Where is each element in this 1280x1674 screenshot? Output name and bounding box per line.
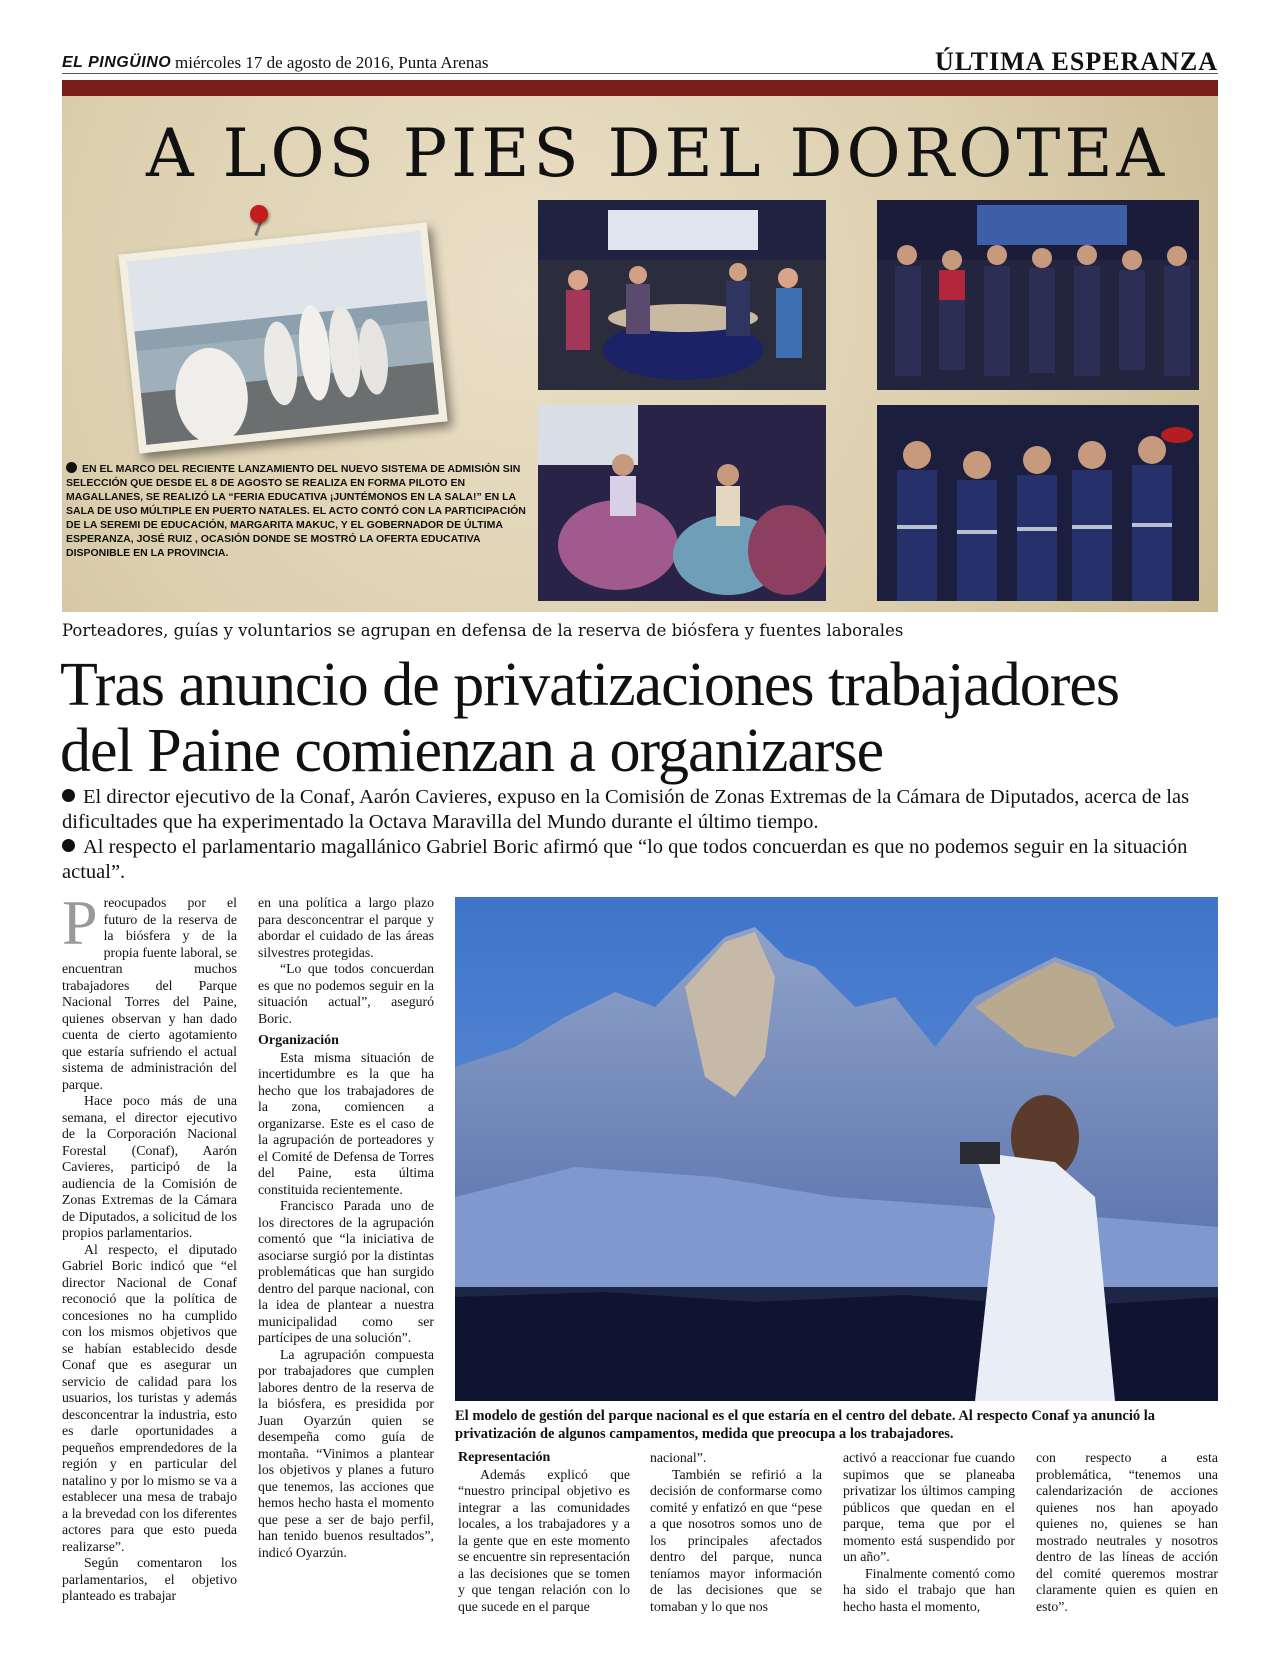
article-headline: Tras anuncio de privatizaciones trabajadores [60,651,1119,719]
paragraph: También se refirió a la decisión de conformarse como comité y enfatizó en que “pese a que nosotros somos uno de los principales afectados dentro del parque, nunca teníamos mayor información de las decisiones que se tomaban y lo que nos [650,1466,822,1614]
paragraph: activó a reaccionar fue cuando supimos que se planeaba privatizar los últimos camping públicos que quedan en el parque, tema que por el momento está suspendido por un año”. [843,1450,1015,1564]
paragraph: Hace poco más de una semana, el director ejecutivo de la Corporación Nacional Forestal (Conaf), Aarón Cavieres, participó de la audiencia de la Comisión de Zonas Extremas de la Cámara de Diputados, a solicitud de los propios parlamentarios. [62,1093,237,1240]
subheading: Representación [458,1450,551,1465]
issue-date: miércoles 17 de agosto de 2016, Punta Arenas [175,53,489,72]
summary-bullet [62,785,1222,835]
body-column-3 [458,1450,630,1615]
newspaper-logo: EL PINGÜINO [62,54,172,71]
photo-hand-monument [118,222,447,453]
banner-caption [66,462,526,557]
subheading: Organización [258,1033,339,1048]
paragraph: La agrupación compuesta por trabajadores que cumplen labores dentro de la reserva de la biósfera, es presidida por Juan Oyarzún quien se desempeña como guía de montaña. “Vinimos a plantear los objetivos y planes a futuro que tenemos, las acciones que hemos hecho hasta el momento que pese a ser de bajo perfil, han tenido buenos resultados”, indicó Oyarzún. [258,1346,434,1560]
section-title: ÚLTIMA ESPERANZA [934,47,1218,76]
article-headline-line2: del Paine comienzan a organizarse [60,717,884,785]
paragraph: Al respecto, el diputado Gabriel Boric indicó que “el director Nacional de Conaf reconoció que la política de concesiones no ha cumplido con los mismos objetivos que se habían establecido desde Conaf que es asegurar un servicio de calidad para los usuarios, los turistas y además desconcentrar la industria, esto es darle oportunidades a pequeños emprendedores de la región y en particular del natalino y por lo mismo se va a establecer una mesa de trabajo a la brevedad con los diferentes actores para que esto pueda realizarse”. [62,1241,237,1554]
photo-fair-dance [538,405,826,601]
paragraph: con respecto a esta problemática, “tenemos una calendarización de acciones quienes nos han apoyado quienes no, quienes se han mostrado neutrales y nosotros dentro de las líneas de acción del comité queremos mostrar claramente quien es quien en esto”. [1036,1450,1218,1614]
body-column-4 [650,1450,822,1615]
paragraph: Esta misma situación de incertidumbre es la que ha hecho que los trabajadores de la zona, comiencen a organizarse. Este es el caso de la agrupación de porteadores y el Comité de Defensa de Torres del Paine, esta última constituida recientemente. [258,1049,434,1197]
header-rule [62,73,1218,74]
banner-caption-text: EN EL MARCO DEL RECIENTE LANZAMIENTO DEL NUEVO SISTEMA DE ADMISIÓN SIN SELECCIÓN QUE DESDE EL 8 DE AGOSTO SE REALIZA EN FORMA PILOTO EN MAGALLANES, SE REALIZÓ LA “FERIA EDUCATIVA ¡JUNTÉMONOS EN LA SALA!” EN LA SALA DE USO MÚLTIPLE EN PUERTO NATALES. EL ACTO CONTÓ CON LA PARTICIPACIÓN DE LA SEREMI DE EDUCACIÓN, MARGARITA MAKUC, Y EL GOBERNADOR DE ÚLTIMA ESPERANZA, JOSÉ RUIZ , OCASIÓN DONDE SE MOSTRÓ LA OFERTA EDUCATIVA DISPONIBLE EN LA PROVINCIA. [66,463,526,559]
paragraph: nacional”. [650,1450,707,1465]
paragraph: Según comentaron los parlamentarios, el objetivo planteado es trabajar [62,1555,237,1603]
photo-fair-group [877,200,1199,390]
bullet-icon [62,839,75,852]
paragraph: Finalmente comentó como ha sido el trabajo que han hecho hasta el momento, [843,1565,1015,1614]
bullet-icon [62,789,75,802]
body-column-2 [258,895,434,1561]
article-kicker: Porteadores, guías y voluntarios se agrupan en defensa de la reserva de biósfera y fuentes laborales [62,621,904,640]
pushpin-icon [250,205,268,223]
paragraph: reocupados por el futuro de la reserva de la biósfera y de la propia fuente laboral, se encuentran muchos trabajadores del Parque Nacional Torres del Paine, quienes observan y han dado cuenta de cierto agotamiento que estaría sufriendo el actual sistema de administración del parque. [62,895,237,1092]
summary-bullet-text: Al respecto el parlamentario magallánico Gabriel Boric afirmó que “lo que todos concuerdan es que no podemos seguir en la situación actual”. [62,836,1188,883]
summary-bullet [62,835,1222,885]
photo-fair-stand [538,200,826,390]
photo-fair-students [877,405,1199,601]
photo-torres-del-paine [455,897,1218,1401]
drop-cap: P [62,887,98,958]
body-column-5 [843,1450,1015,1615]
photo-caption: El modelo de gestión del parque nacional es el que estaría en el centro del debate. Al respecto Conaf ya anunció la privatización de algunos campamentos, medida que preocupa a los trabajadores. [455,1408,1156,1442]
paragraph: Francisco Parada uno de los directores de la agrupación comentó que “la iniciativa de asociarse surgió por la distintas problemáticas que han surgido dentro del parque nacional, con la idea de plantear a nuestra municipalidad como ser partícipes de una solución”. [258,1198,434,1345]
banner-title: A LOS PIES DEL DOROTEA [146,115,1169,192]
summary-bullet-text: El director ejecutivo de la Conaf, Aarón Cavieres, expuso en la Comisión de Zonas Extremas de la Cámara de Diputados, acerca de las dificultades que ha experimentado la Octava Maravilla del Mundo durante el último tiempo. [62,786,1190,833]
banner-top-strip [62,80,1218,96]
paragraph: Además explicó que “nuestro principal objetivo es integrar a las comunidades locales, a los trabajadores y a la gente que en este momento se encuentre sin representación a las decisiones que se tomen y que tengan relación con lo que sucede en el parque [458,1466,630,1614]
paragraph: “Lo que todos concuerdan es que no podemos seguir en la situación actual”, aseguró Boric. [258,961,434,1026]
bullet-icon [66,462,77,473]
paragraph: en una política a largo plazo para desconcentrar el parque y abordar el cuidado de las áreas silvestres protegidas. [258,895,434,960]
body-column-1 [62,887,237,1605]
body-column-6 [1036,1450,1218,1615]
